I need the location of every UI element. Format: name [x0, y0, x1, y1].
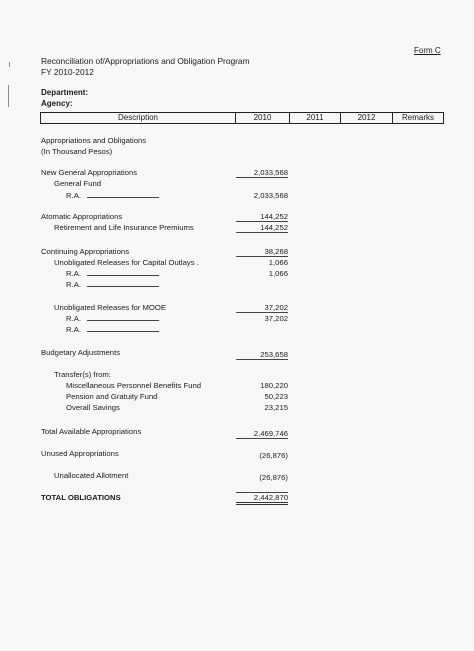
row-value: 180,220 — [260, 381, 288, 390]
row-label: Unallocated Allotment — [54, 471, 129, 480]
table-row — [0, 147, 474, 158]
row-label: General Fund — [54, 179, 102, 188]
ra-blank — [87, 325, 159, 332]
row-label: R.A. — [66, 191, 81, 200]
row-value: 253,658 — [236, 350, 288, 360]
table-row — [0, 370, 474, 381]
row-value: (26,876) — [259, 451, 288, 460]
ra-blank — [87, 280, 159, 287]
row-value: 50,223 — [264, 392, 288, 401]
row-label: Total Available Appropriations — [41, 427, 142, 436]
table-header — [40, 112, 444, 124]
table-row — [0, 258, 474, 269]
scan-mark — [9, 62, 10, 67]
scan-mark — [8, 85, 9, 107]
row-value: 2,442,870 — [236, 492, 288, 505]
row-label: Miscellaneous Personnel Benefits Fund — [66, 381, 202, 390]
row-label: Unobligated Releases for MOOE — [54, 303, 166, 312]
row-label: Budgetary Adjustments — [41, 348, 121, 357]
row-label: R.A. — [66, 325, 81, 334]
table-row — [0, 493, 474, 504]
row-label: New General Appropriations — [41, 168, 138, 177]
row-label: Continuing Appropriations — [41, 247, 130, 256]
col-2010: 2010 — [236, 113, 290, 123]
table-row — [0, 392, 474, 403]
row-label: TOTAL OBLIGATIONS — [41, 493, 121, 502]
row-label: R.A. — [66, 280, 81, 289]
report-title: Reconciliation of/Appropriations and Obligation Program — [41, 56, 250, 66]
col-2012: 2012 — [341, 113, 393, 123]
agency-label: Agency: — [41, 99, 73, 108]
row-label: Transfer(s) from: — [54, 370, 111, 379]
row-label: R.A. — [66, 269, 81, 278]
ra-blank — [87, 191, 159, 198]
fiscal-years: FY 2010-2012 — [41, 67, 94, 77]
row-value: 2,033,568 — [253, 191, 288, 200]
row-label: Overall Savings — [66, 403, 120, 412]
table-row — [0, 179, 474, 190]
row-value: 2,469,746 — [236, 429, 288, 439]
ra-blank — [87, 314, 159, 321]
row-value: 144,252 — [236, 212, 288, 222]
table-row — [0, 168, 474, 179]
table-row — [0, 191, 474, 202]
row-value: (26,876) — [259, 473, 288, 482]
row-value: 144,252 — [236, 223, 288, 233]
col-2011: 2011 — [290, 113, 341, 123]
row-value: 38,268 — [236, 247, 288, 257]
table-row — [0, 471, 474, 482]
table-row — [0, 247, 474, 258]
ra-blank — [87, 269, 159, 276]
table-row — [0, 381, 474, 392]
section-heading: Appropriations and Obligations — [41, 136, 147, 145]
table-row — [0, 325, 474, 336]
col-description: Description — [41, 113, 236, 123]
table-row — [0, 223, 474, 234]
col-remarks: Remarks — [401, 113, 434, 122]
row-value: 2,033,568 — [236, 168, 288, 178]
row-label: R.A. — [66, 314, 81, 323]
table-row — [0, 449, 474, 460]
row-label: Pension and Gratuity Fund — [66, 392, 158, 401]
row-label: Atomatic Appropriations — [41, 212, 123, 221]
department-label: Department: — [41, 88, 89, 97]
table-row — [0, 136, 474, 147]
table-row — [0, 269, 474, 280]
unit-note: (In Thousand Pesos) — [41, 147, 113, 156]
form-label: Form C — [414, 46, 441, 55]
row-label: Unused Appropriations — [41, 449, 119, 458]
table-row — [0, 280, 474, 291]
row-label: Unobligated Releases for Capital Outlays . — [54, 258, 199, 267]
table-row — [0, 403, 474, 414]
table-row — [0, 314, 474, 325]
table-row — [0, 303, 474, 314]
table-row — [0, 212, 474, 223]
row-value: 1,066 — [268, 258, 288, 267]
table-row — [0, 427, 474, 438]
row-value: 1,066 — [268, 269, 288, 278]
row-value: 23,215 — [264, 403, 288, 412]
table-row — [0, 348, 474, 359]
row-value: 37,202 — [236, 303, 288, 313]
row-label: Retirement and Life Insurance Premiums — [54, 223, 194, 232]
row-value: 37,202 — [264, 314, 288, 323]
